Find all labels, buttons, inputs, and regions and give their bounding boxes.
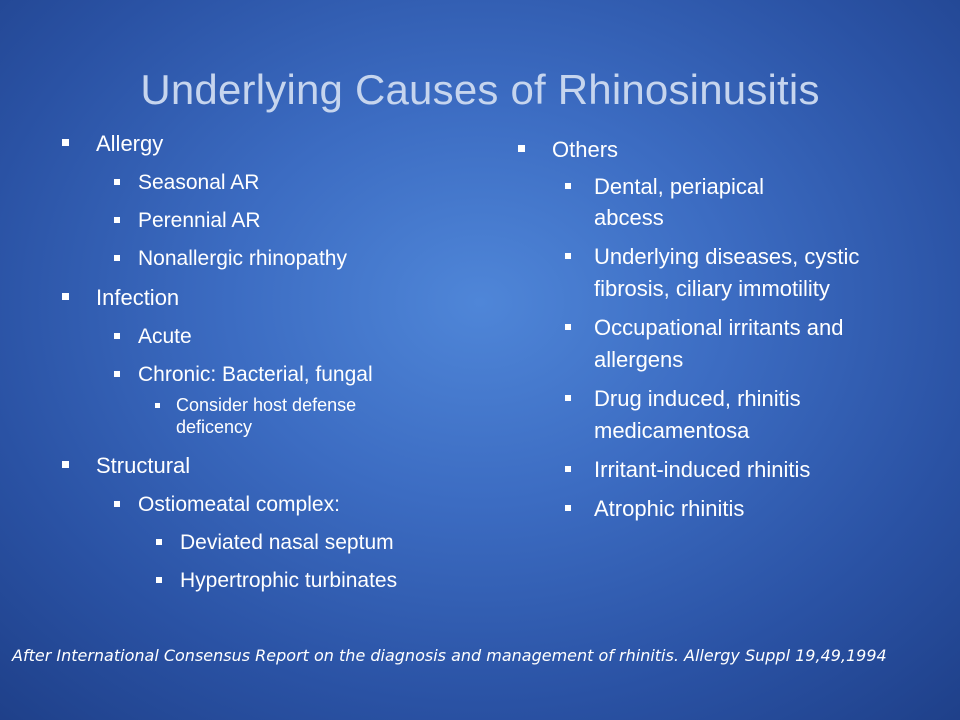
list-item [62,362,502,388]
square-bullet-icon [565,324,571,330]
square-bullet-icon [114,371,120,377]
list-item-others [518,136,938,164]
list-item-label: Hypertrophic turbinates [180,569,398,593]
citation-footnote: After International Consensus Report on the diagnosis and management of rhinitis. Allergy Suppl 19,49,1994 [12,646,887,665]
list-item [518,312,938,376]
list-item [518,171,894,235]
list-item [62,246,502,272]
list-item-label: Structural [96,453,191,479]
list-item [62,492,502,518]
list-item [62,324,502,350]
list-item-allergy [62,130,502,158]
list-item [62,208,502,234]
list-item-label: Ostiomeatal complex: [138,492,340,516]
square-bullet-icon [565,183,571,189]
square-bullet-icon [518,145,525,152]
list-item-label: Irritant-induced rhinitis [594,456,811,482]
square-bullet-icon [114,501,120,507]
square-bullet-icon [156,577,162,583]
list-item [62,395,426,438]
square-bullet-icon [114,179,120,185]
list-item-label: Acute [138,324,192,348]
list-item-infection [62,284,502,312]
list-item-label: Underlying diseases, cystic fibrosis, ciliary immotility [594,244,860,302]
square-bullet-icon [114,255,120,261]
list-item-label: Others [552,137,619,162]
list-item [518,241,938,305]
square-bullet-icon [565,395,571,401]
square-bullet-icon [114,217,120,223]
left-bullet-list [62,130,502,595]
list-item-label: Allergy [96,131,164,156]
square-bullet-icon [62,461,69,468]
slide-title: Underlying Causes of Rhinosinusitis [140,66,820,113]
list-item [62,170,502,196]
list-item [62,568,502,594]
square-bullet-icon [62,293,69,300]
list-item-label: Consider host defense deficency [176,395,357,437]
square-bullet-icon [155,403,160,408]
list-item-label: Occupational irritants and allergens [594,315,844,372]
list-item-label: Infection [96,285,180,311]
square-bullet-icon [565,253,571,259]
square-bullet-icon [565,505,571,511]
list-item-label: Nonallergic rhinopathy [138,247,347,270]
list-item [518,383,938,447]
square-bullet-icon [156,539,162,545]
list-item-structural [62,452,502,480]
list-item-label: Drug induced, rhinitis medicamentosa [594,385,801,443]
list-item [62,530,502,556]
list-item [518,493,938,525]
list-item-label: Deviated nasal septum [180,531,394,555]
square-bullet-icon [62,139,69,146]
square-bullet-icon [565,466,571,472]
list-item-label: Atrophic rhinitis [594,495,745,521]
list-item-label: Dental, periapical abcess [594,173,764,231]
list-item-label: Seasonal AR [138,170,260,194]
list-item-label: Perennial AR [138,208,261,232]
right-bullet-list [518,136,938,524]
square-bullet-icon [114,333,120,339]
list-item-label: Chronic: Bacterial, fungal [138,363,373,386]
list-item [518,454,938,486]
